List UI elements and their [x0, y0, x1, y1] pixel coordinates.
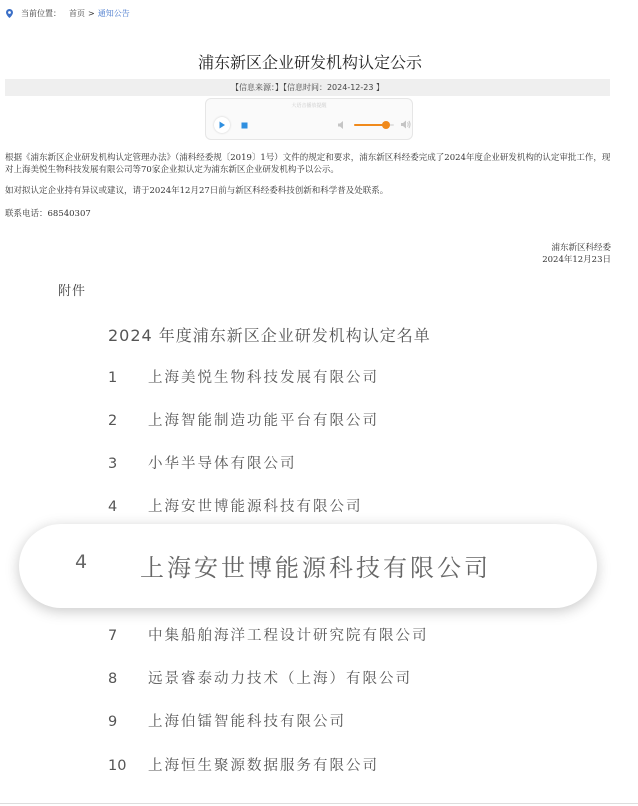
list-item-number: 2 — [108, 413, 118, 429]
location-pin-icon — [6, 9, 13, 18]
list-item-name: 中集船舶海洋工程设计研究院有限公司 — [148, 628, 429, 644]
list-item-number: 7 — [108, 628, 118, 644]
volume-knob[interactable] — [382, 121, 390, 129]
volume-slider[interactable] — [354, 124, 394, 126]
location-label: 当前位置： — [21, 9, 61, 18]
list-item — [108, 667, 412, 688]
list-item-name: 小华半导体有限公司 — [148, 456, 297, 472]
list-item-name: 上海美悦生物科技发展有限公司 — [148, 370, 379, 386]
stop-icon — [241, 122, 248, 129]
body-paragraph-1: 根据《浦东新区企业研发机构认定管理办法》（浦科经委规〔2019〕1号）文件的规定和要求，浦东新区科经委完成了2024年度企业研发机构的认定审批工作，现对上海美悦生物科技发展有限公司等70家企业拟认定为浦东新区企业研发机构予以公示。 — [5, 153, 611, 175]
player-label: 大语音播放提醒 — [291, 103, 327, 109]
list-item — [108, 495, 363, 516]
list-item — [108, 409, 379, 430]
bottom-divider — [0, 803, 638, 804]
magnified-item-number: 4 — [75, 551, 88, 573]
breadcrumb-separator: > — [88, 9, 95, 18]
volume-low-icon[interactable] — [337, 120, 347, 130]
breadcrumb-home-link[interactable]: 首页 — [69, 9, 85, 18]
breadcrumb — [6, 8, 130, 19]
list-item-number: 4 — [108, 499, 118, 515]
list-item-number: 10 — [108, 758, 127, 774]
play-icon — [218, 121, 226, 129]
audio-player — [205, 98, 413, 140]
magnified-list-item — [19, 524, 597, 608]
signature — [542, 242, 611, 266]
contact-phone: 联系电话：68540307 — [5, 209, 91, 219]
list-item — [108, 754, 379, 775]
play-button[interactable] — [214, 117, 230, 133]
list-item — [108, 624, 429, 645]
breadcrumb-current-link[interactable]: 通知公告 — [97, 9, 130, 18]
page-title: 浦东新区企业研发机构认定公示 — [197, 53, 422, 72]
signature-date: 2024年12月23日 — [542, 255, 611, 265]
list-item — [108, 366, 379, 387]
list-item-number: 9 — [108, 714, 118, 730]
magnified-item-name: 上海安世博能源科技有限公司 — [140, 554, 491, 582]
body-paragraph-2: 如对拟认定企业持有异议或建议，请于2024年12月27日前与新区科经委科技创新和科学普及处联系。 — [5, 186, 389, 196]
attachment-list-title: 2024 年度浦东新区企业研发机构认定名单 — [108, 326, 431, 345]
list-item — [108, 452, 297, 473]
list-item-number: 3 — [108, 456, 118, 472]
attachment-label: 附件 — [58, 284, 87, 299]
stop-button[interactable] — [236, 117, 252, 133]
list-item-name: 远景睿泰动力技术（上海）有限公司 — [148, 671, 412, 687]
list-item-name: 上海伯镭智能科技有限公司 — [148, 714, 346, 730]
info-text: 【信息来源：】【信息时间：2024-12-23 】 — [230, 83, 385, 92]
info-bar — [5, 79, 610, 96]
signature-org: 浦东新区科经委 — [551, 243, 611, 253]
list-item-name: 上海智能制造功能平台有限公司 — [148, 413, 379, 429]
list-item-name: 上海恒生聚源数据服务有限公司 — [148, 758, 379, 774]
volume-high-icon[interactable] — [400, 119, 411, 130]
list-item — [108, 710, 346, 731]
list-item-name: 上海安世博能源科技有限公司 — [148, 499, 363, 515]
list-item-number: 8 — [108, 671, 118, 687]
list-item-number: 1 — [108, 370, 118, 386]
